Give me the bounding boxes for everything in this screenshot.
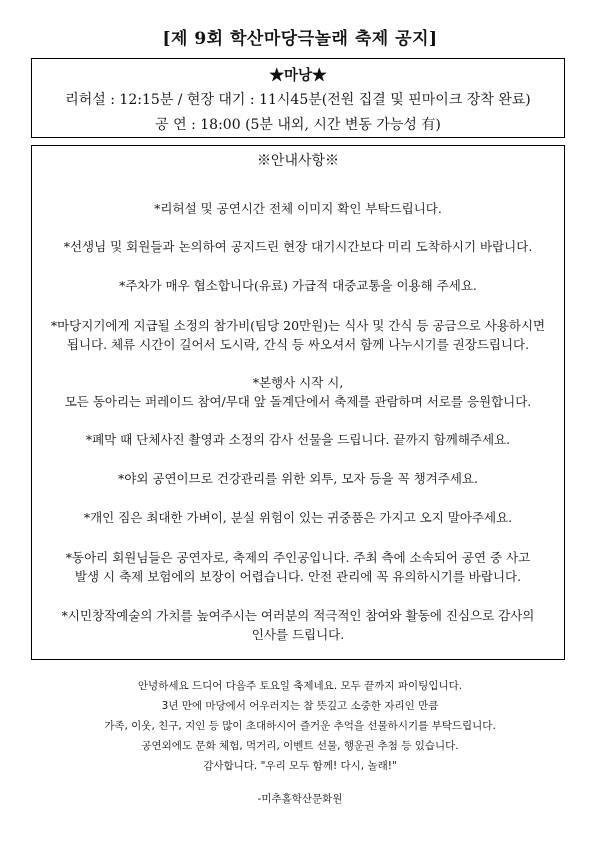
notice-line: *선생님 및 회원들과 논의하여 공지드린 현장 대기시간보다 미리 도착하시기 바랍니다.	[63, 239, 533, 254]
notice-line: 발생 시 축제 보험에의 보장이 어렵습니다. 안전 관리에 꼭 유의하시기를 바랍니다.	[74, 569, 522, 584]
notice-line: 모든 동아리는 퍼레이드 참여/무대 앞 돌계단에서 축제를 관람하며 서로를 응원합니다.	[64, 394, 532, 409]
notice-line: *마당지기에게 지급될 소정의 참가비(팀당 20만원)는 식사 및 간식 등 공금으로 사용하시면	[50, 318, 546, 333]
schedule-box	[31, 58, 565, 138]
notice-line: 인사를 드립니다.	[251, 627, 345, 642]
notice-item	[38, 199, 558, 218]
notice-item	[38, 548, 558, 586]
signature: -미추홀학산문화원	[257, 793, 343, 805]
notice-line: *시민창작예술의 가치를 높여주시는 여러분의 적극적인 참여와 활동에 진심으로 감사의	[61, 608, 535, 623]
notice-item	[38, 508, 558, 527]
notice-line: *본행사 시작 시,	[252, 375, 344, 390]
notice-line: *야외 공연이므로 건강관리를 위한 외투, 모자 등을 꼭 챙겨주세요.	[118, 471, 478, 486]
notice-line: *폐막 때 단체사진 촬영과 소정의 감사 선물을 드립니다. 끝까지 함께해주세요.	[85, 432, 511, 447]
notice-item	[38, 373, 558, 411]
notice-line: 됩니다. 체류 시간이 길어서 도시락, 간식 등 싸오셔서 함께 나누시기를 권장드립니다.	[66, 337, 530, 352]
notice-line: *동아리 회원님들은 공연자로, 축제의 주인공입니다. 주최 측에 소속되어 공연 중 사고	[65, 550, 531, 565]
footer-line: 공연외에도 문화 체험, 먹거리, 이벤트 선물, 행운권 추첨 등 있습니다.	[141, 740, 459, 752]
footer-line: 가족, 이웃, 친구, 지인 등 많이 초대하시어 즐거운 추억을 선물하시기를 부탁드립니다.	[104, 720, 496, 732]
rehearsal-time: 리허설 : 12:15분 / 현장 대기 : 11시45분(전원 집결 및 핀마이크 장착 완료)	[65, 92, 531, 108]
notice-line: *개인 짐은 최대한 가벼이, 분실 위험이 있는 귀중품은 가지고 오지 말아주세요.	[83, 510, 513, 525]
performance-time: 공 연 : 18:00 (5분 내외, 시간 변동 가능성 有)	[155, 117, 441, 133]
notice-item	[38, 237, 558, 256]
notice-line: *주차가 매우 협소합니다(유료) 가급적 대중교통을 이용해 주세요.	[119, 278, 477, 293]
notice-item	[38, 469, 558, 488]
notice-item	[38, 276, 558, 295]
notice-item	[38, 316, 558, 354]
page-title: [제 9회 학산마당극놀래 축제 공지]	[162, 29, 438, 49]
schedule-heading: ★마낭★	[269, 67, 327, 84]
notice-heading: ※안내사항※	[256, 153, 340, 169]
footer-line: 감사합니다. "우리 모두 함께! 다시, 놀래!"	[203, 760, 397, 772]
notice-item	[38, 606, 558, 644]
notice-line: *리허설 및 공연시간 전체 이미지 확인 부탁드립니다.	[154, 201, 442, 216]
footer-line: 안녕하세요 드디어 다음주 토요일 축제네요. 모두 끝까지 파이팅입니다.	[137, 680, 463, 692]
footer-line: 3년 만에 마당에서 어우러지는 참 뜻깊고 소중한 자리인 만큼	[161, 700, 439, 712]
notice-item	[38, 430, 558, 449]
notice-box	[31, 145, 565, 660]
